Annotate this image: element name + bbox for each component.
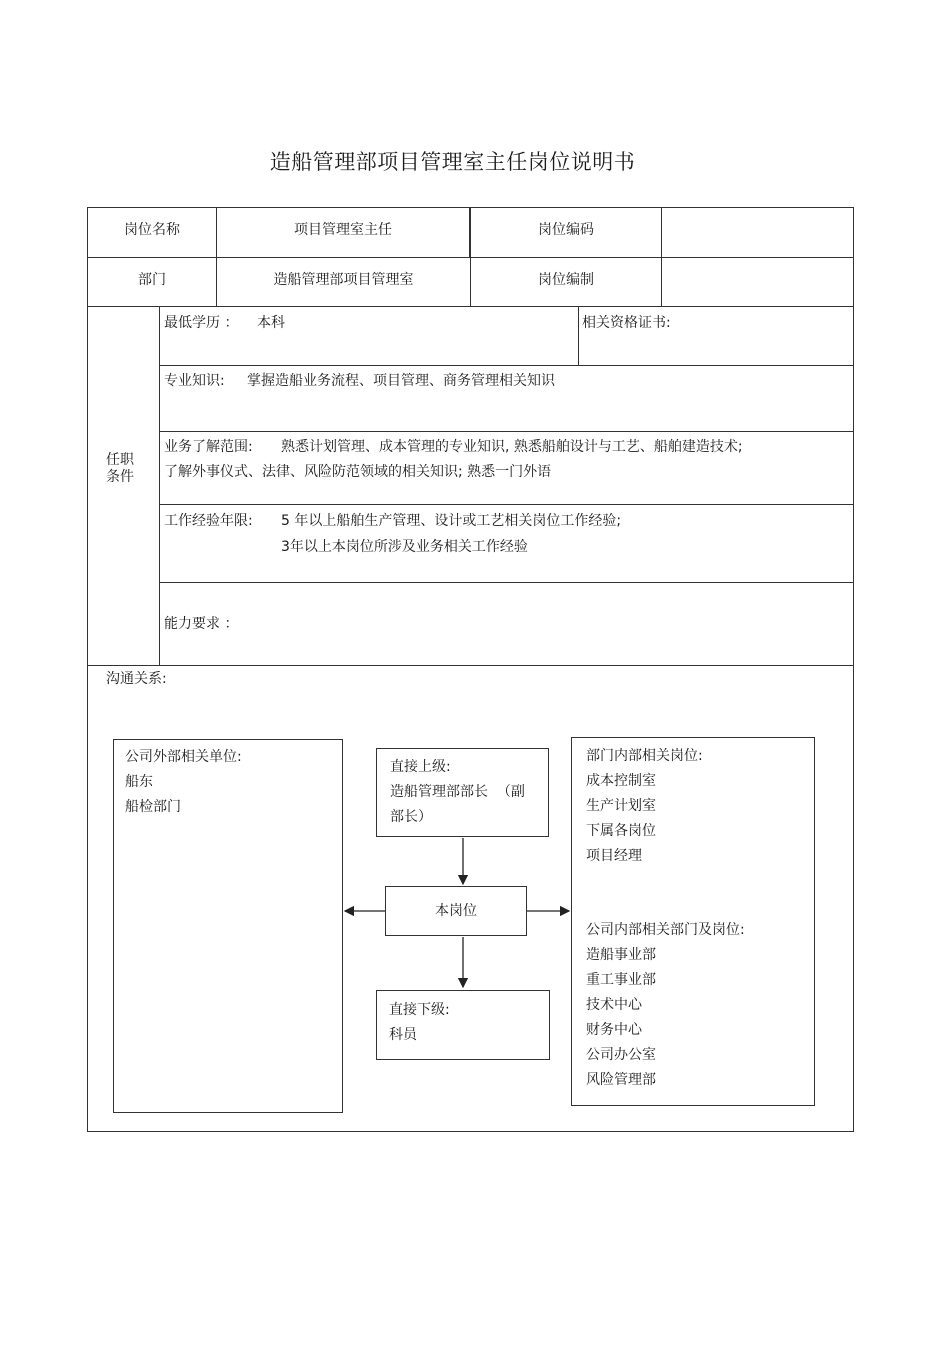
department-label: 部门 bbox=[138, 272, 166, 288]
list-item: 风险管理部 bbox=[586, 1072, 656, 1088]
list-item: 船东 bbox=[125, 774, 153, 790]
position-name-label: 岗位名称 bbox=[124, 222, 180, 238]
list-item: 生产计划室 bbox=[586, 798, 656, 814]
list-item: 财务中心 bbox=[586, 1022, 642, 1038]
business-label: 业务了解范围: bbox=[164, 439, 253, 455]
ability-label: 能力要求 ： bbox=[164, 616, 239, 632]
superior-line2: 部长） bbox=[390, 809, 432, 825]
self-position-label: 本岗位 bbox=[435, 903, 477, 919]
internal-dept-title: 部门内部相关岗位: bbox=[586, 748, 703, 764]
list-item: 技术中心 bbox=[586, 997, 642, 1013]
experience-label: 工作经验年限: bbox=[164, 513, 253, 529]
list-item: 成本控制室 bbox=[586, 773, 656, 789]
list-item: 下属各岗位 bbox=[586, 823, 656, 839]
business-line1: 熟悉计划管理、成本管理的专业知识, 熟悉船舶设计与工艺、船舶建造技术; bbox=[281, 439, 743, 455]
subordinate-title: 直接下级: bbox=[389, 1002, 450, 1018]
list-item: 造船事业部 bbox=[586, 947, 656, 963]
list-item: 公司办公室 bbox=[586, 1047, 656, 1063]
education-value: 本科 bbox=[257, 315, 285, 331]
experience-line2: 3年以上本岗位所涉及业务相关工作经验 bbox=[281, 539, 528, 555]
list-item: 重工事业部 bbox=[586, 972, 656, 988]
list-item: 项目经理 bbox=[586, 848, 642, 864]
department-value: 造船管理部项目管理室 bbox=[273, 272, 414, 288]
list-item: 船检部门 bbox=[125, 799, 181, 815]
certificate-label: 相关资格证书: bbox=[582, 315, 671, 331]
superior-line1: 造船管理部部长 （副 bbox=[390, 784, 525, 800]
position-code-label: 岗位编码 bbox=[538, 222, 594, 238]
external-units-title: 公司外部相关单位: bbox=[125, 749, 242, 765]
knowledge-label: 专业知识: bbox=[164, 373, 225, 389]
communication-label: 沟通关系: bbox=[106, 671, 167, 687]
knowledge-value: 掌握造船业务流程、项目管理、商务管理相关知识 bbox=[247, 373, 555, 389]
position-name-value: 项目管理室主任 bbox=[294, 222, 392, 238]
education-label: 最低学历 ： bbox=[164, 315, 239, 331]
list-item: 科员 bbox=[389, 1027, 417, 1043]
internal-company-title: 公司内部相关部门及岗位: bbox=[586, 922, 745, 938]
experience-line1: 5 年以上船舶生产管理、设计或工艺相关岗位工作经验; bbox=[281, 513, 622, 529]
qualifications-section-label: 任职条件 bbox=[106, 452, 134, 485]
page-title: 造船管理部项目管理室主任岗位说明书 bbox=[269, 150, 636, 174]
position-quota-label: 岗位编制 bbox=[538, 272, 594, 288]
business-line2: 了解外事仪式、法律、风险防范领域的相关知识; 熟悉一门外语 bbox=[164, 464, 552, 480]
superior-title: 直接上级: bbox=[390, 759, 451, 775]
